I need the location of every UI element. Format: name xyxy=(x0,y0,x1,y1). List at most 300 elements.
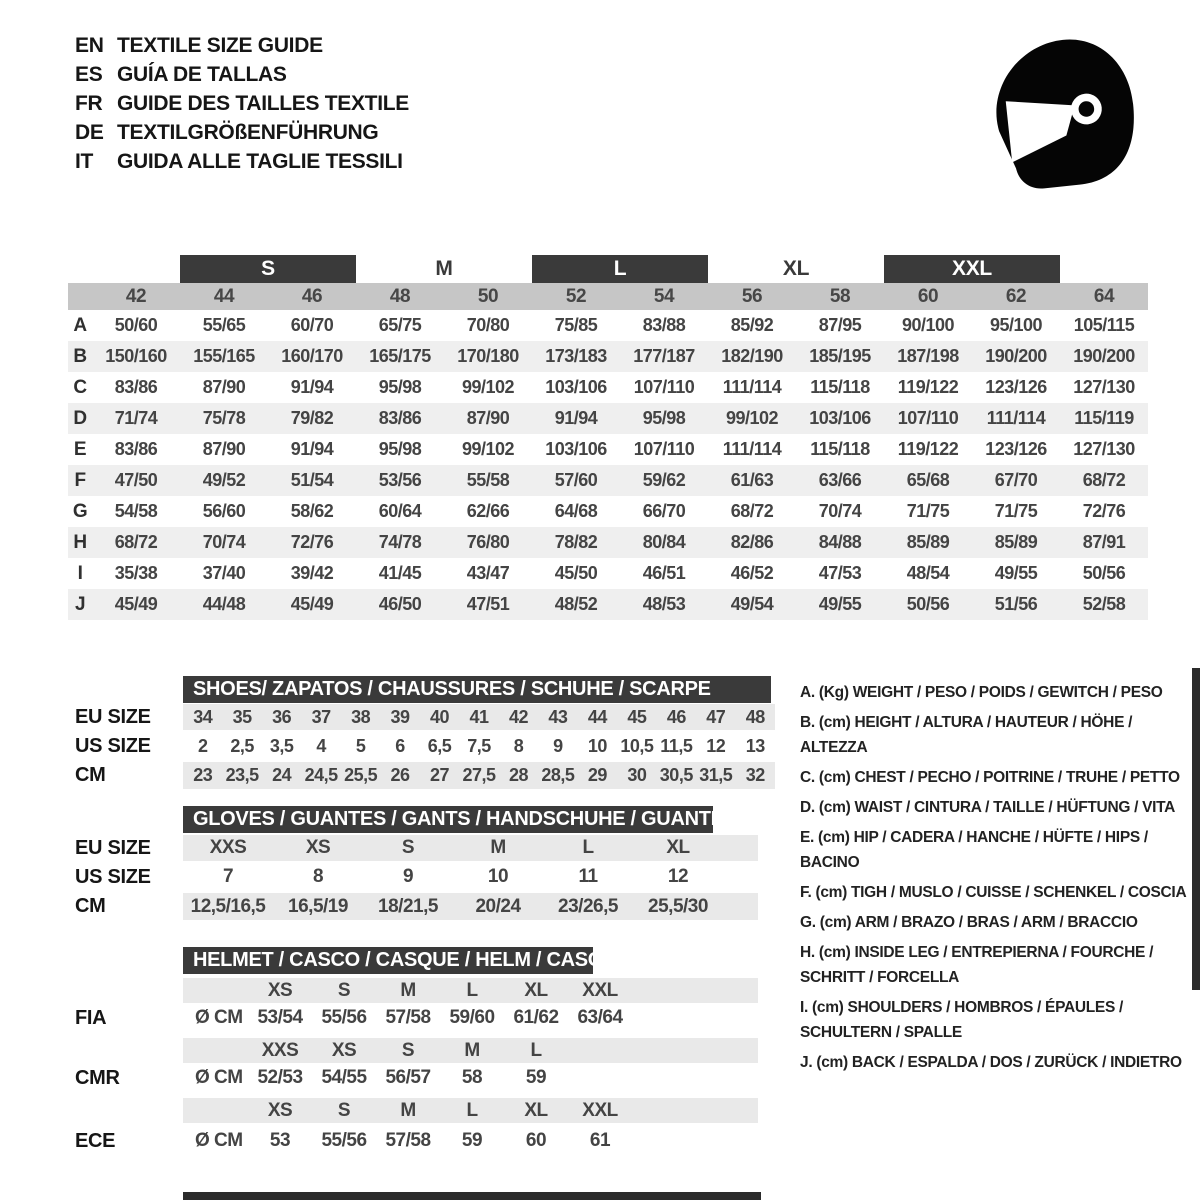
row-letter: E xyxy=(73,438,87,460)
measurement-value: 165/175 xyxy=(369,346,431,366)
measurement-value: 45/49 xyxy=(290,594,334,614)
measurement-value: 58/62 xyxy=(290,501,334,521)
helmet-value: 59/60 xyxy=(449,1007,495,1028)
gloves-eu-value: XL xyxy=(666,837,690,858)
row-letter: B xyxy=(73,345,87,367)
measurement-value: 91/94 xyxy=(290,377,334,397)
measurement-value: 87/90 xyxy=(202,439,246,459)
measurement-value: 35/38 xyxy=(114,563,158,583)
gloves-eu-size-label: EU SIZE xyxy=(75,836,151,859)
legend-item: C. (cm) CHEST / PECHO / POITRINE / TRUHE / PETTO xyxy=(800,769,1180,786)
helmet-icon xyxy=(983,28,1145,198)
size-number: 46 xyxy=(301,285,323,307)
measurement-value: 155/165 xyxy=(193,346,255,366)
shoes-eu-value: 45 xyxy=(627,706,647,727)
helmet-value: 61 xyxy=(589,1130,611,1151)
size-table-body xyxy=(68,310,1148,620)
helmet-sizes-row-1 xyxy=(183,1038,758,1063)
measurement-value: 115/118 xyxy=(810,439,870,459)
fia-label: FIA xyxy=(75,1006,107,1029)
gloves-us-row xyxy=(183,864,758,890)
shoes-cm-value: 24,5 xyxy=(304,765,338,785)
measurement-value: 127/130 xyxy=(1073,439,1135,459)
measurement-value: 99/102 xyxy=(461,377,515,397)
measurement-value: 75/78 xyxy=(202,408,246,428)
size-number: 58 xyxy=(829,285,851,307)
measurement-value: 70/74 xyxy=(818,501,862,521)
measurement-value: 99/102 xyxy=(461,439,515,459)
measurement-value: 63/66 xyxy=(818,470,862,490)
measurement-value: 85/92 xyxy=(730,315,774,335)
gloves-eu-value: S xyxy=(401,837,415,858)
measurement-value: 50/56 xyxy=(1082,563,1126,583)
measurement-value: 185/195 xyxy=(809,346,871,366)
table-row xyxy=(68,434,1148,465)
row-letter: J xyxy=(74,593,86,615)
helmet-value: 53 xyxy=(269,1130,291,1151)
helmet-size: XS xyxy=(267,1099,293,1121)
row-letter: F xyxy=(74,469,86,491)
shoes-cm-value: 25,5 xyxy=(344,765,378,785)
shoes-us-value: 6 xyxy=(395,735,405,756)
measurement-value: 107/110 xyxy=(633,377,695,397)
measurement-value: 60/70 xyxy=(290,315,334,335)
table-row xyxy=(68,496,1148,527)
shoes-cm-value: 27 xyxy=(430,765,450,785)
shoes-cm-value: 31,5 xyxy=(699,765,733,785)
measurement-value: 68/72 xyxy=(114,532,158,552)
language-list xyxy=(75,31,409,176)
shoes-cm-value: 28 xyxy=(508,765,528,785)
language-row xyxy=(75,118,409,147)
language-label: TEXTILE SIZE GUIDE xyxy=(117,33,323,57)
measurement-value: 64/68 xyxy=(554,501,598,521)
helmet-value: 55/56 xyxy=(321,1007,367,1028)
language-label: GUIDA ALLE TAGLIE TESSILI xyxy=(117,149,403,173)
size-number: 56 xyxy=(741,285,763,307)
size-number: 54 xyxy=(653,285,675,307)
measurement-value: 47/50 xyxy=(114,470,158,490)
shoes-cm-value: 29 xyxy=(587,765,607,785)
measurement-value: 66/70 xyxy=(642,501,686,521)
shoes-us-row xyxy=(183,733,775,759)
shoes-eu-value: 46 xyxy=(666,706,686,727)
shoes-us-value: 5 xyxy=(355,735,366,756)
helmet-value: 53/54 xyxy=(257,1007,303,1028)
size-number: 60 xyxy=(917,285,939,307)
shoes-eu-value: 34 xyxy=(193,706,213,727)
row-letter: D xyxy=(73,407,87,429)
measurement-value: 79/82 xyxy=(290,408,334,428)
gloves-us-value: 10 xyxy=(487,866,509,887)
measurement-value: 84/88 xyxy=(818,532,862,552)
helmet-values-row-1 xyxy=(183,1064,758,1092)
helmet-size: S xyxy=(337,1099,351,1121)
measurement-value: 49/52 xyxy=(202,470,246,490)
measurement-value: 107/110 xyxy=(633,439,695,459)
measurement-value: 45/49 xyxy=(114,594,158,614)
measurement-value: 65/68 xyxy=(906,470,950,490)
measurement-value: 115/118 xyxy=(810,377,870,397)
language-label: TEXTILGRÖßENFÜHRUNG xyxy=(117,120,379,144)
gloves-us-value: 7 xyxy=(222,866,234,887)
legend-item: H. (cm) INSIDE LEG / ENTREPIERNA / FOURCHE / SCHRITT / FORCELLA xyxy=(800,944,1154,986)
measurement-value: 115/119 xyxy=(1074,408,1134,428)
gloves-us-value: 12 xyxy=(667,866,689,887)
gloves-cm-value: 16,5/19 xyxy=(288,895,348,917)
language-label: GUIDE DES TAILLES TEXTILE xyxy=(117,91,409,115)
measurement-value: 55/58 xyxy=(466,470,510,490)
measurement-value: 68/72 xyxy=(730,501,774,521)
shoes-cm-value: 26 xyxy=(390,765,410,785)
language-row xyxy=(75,89,409,118)
shoes-us-value: 7,5 xyxy=(467,735,491,756)
helmet-section-header: HELMET / CASCO / CASQUE / HELM / CASCO xyxy=(183,947,593,974)
measurement-value: 105/115 xyxy=(1073,315,1135,335)
measurement-value: 39/42 xyxy=(290,563,334,583)
helmet-sizes-row-2 xyxy=(183,1098,758,1123)
gloves-eu-value: M xyxy=(490,837,506,858)
language-row xyxy=(75,60,409,89)
measurement-value: 82/86 xyxy=(730,532,774,552)
gloves-us-size-label: US SIZE xyxy=(75,865,151,888)
measurement-value: 177/187 xyxy=(633,346,695,366)
measurement-value: 160/170 xyxy=(281,346,343,366)
helmet-size: XXS xyxy=(261,1039,299,1061)
language-label: GUÍA DE TALLAS xyxy=(117,62,287,86)
shoes-us-value: 9 xyxy=(553,735,563,756)
table-row xyxy=(68,589,1148,620)
helmet-value: 60 xyxy=(525,1130,547,1151)
size-group-row xyxy=(68,255,1148,283)
legend-item: B. (cm) HEIGHT / ALTURA / HAUTEUR / HÖHE / ALTEZZA xyxy=(800,714,1133,756)
helmet-size: XXL xyxy=(582,1099,618,1121)
row-letter: G xyxy=(72,500,88,522)
shoes-us-value: 10,5 xyxy=(620,735,654,756)
measurement-value: 103/106 xyxy=(545,439,607,459)
shoes-eu-value: 36 xyxy=(272,706,292,727)
legend-item: J. (cm) BACK / ESPALDA / DOS / ZURÜCK / INDIETRO xyxy=(800,1054,1182,1071)
measurement-value: 71/74 xyxy=(114,408,158,428)
helmet-value: 57/58 xyxy=(385,1007,431,1028)
measurement-value: 103/106 xyxy=(545,377,607,397)
helmet-value: 58 xyxy=(461,1067,483,1088)
shoes-eu-value: 41 xyxy=(469,706,489,727)
measurement-value: 83/86 xyxy=(114,377,158,397)
measurement-value: 45/50 xyxy=(554,563,598,583)
legend xyxy=(800,680,1192,1080)
measurement-value: 85/89 xyxy=(906,532,950,552)
size-numbers-row xyxy=(68,283,1148,310)
shoes-eu-value: 37 xyxy=(311,706,331,727)
helmet-value: 59 xyxy=(461,1130,483,1151)
language-row xyxy=(75,147,409,176)
shoes-cm-value: 23 xyxy=(193,765,213,785)
shoes-us-value: 10 xyxy=(587,735,607,756)
measurement-value: 55/65 xyxy=(202,315,246,335)
diameter-label: Ø CM xyxy=(195,1130,243,1151)
row-letter: H xyxy=(73,531,87,553)
measurement-value: 90/100 xyxy=(901,315,955,335)
measurement-value: 85/89 xyxy=(994,532,1038,552)
measurement-value: 87/90 xyxy=(202,377,246,397)
language-code: ES xyxy=(75,62,103,86)
helmet-value: 56/57 xyxy=(385,1067,431,1088)
measurement-value: 173/183 xyxy=(545,346,607,366)
shoes-us-value: 13 xyxy=(745,735,765,756)
gloves-cm-label: CM xyxy=(75,895,106,917)
size-group-s: S xyxy=(180,255,356,283)
gloves-cm-row xyxy=(183,893,758,920)
shoes-eu-value: 43 xyxy=(548,706,568,727)
measurement-value: 70/74 xyxy=(202,532,246,552)
measurement-value: 62/66 xyxy=(466,501,510,521)
helmet-size: XXL xyxy=(582,979,618,1001)
measurement-value: 150/160 xyxy=(105,346,167,366)
measurement-value: 65/75 xyxy=(378,315,422,335)
shoes-section-header: SHOES/ ZAPATOS / CHAUSSURES / SCHUHE / SCARPE xyxy=(183,676,771,703)
measurement-value: 170/180 xyxy=(457,346,519,366)
measurement-value: 95/98 xyxy=(378,439,422,459)
size-group-xl: XL xyxy=(782,257,810,280)
gloves-cm-value: 23/26,5 xyxy=(558,895,618,917)
measurement-value: 48/54 xyxy=(906,563,950,583)
measurement-value: 70/80 xyxy=(466,315,510,335)
measurement-value: 49/55 xyxy=(994,563,1038,583)
shoes-cm-value: 23,5 xyxy=(225,765,259,785)
shoes-eu-value: 42 xyxy=(508,706,528,727)
shoes-eu-value: 48 xyxy=(745,706,765,727)
measurement-value: 83/88 xyxy=(642,315,686,335)
measurement-value: 68/72 xyxy=(1082,470,1126,490)
helmet-size: XL xyxy=(524,1099,548,1121)
gloves-cm-value: 18/21,5 xyxy=(378,895,438,917)
measurement-value: 50/60 xyxy=(114,315,158,335)
shoes-us-value: 2,5 xyxy=(230,735,254,756)
helmet-size: XS xyxy=(267,979,293,1001)
measurement-value: 95/100 xyxy=(989,315,1043,335)
measurement-value: 99/102 xyxy=(725,408,779,428)
measurement-value: 48/52 xyxy=(554,594,598,614)
shoes-eu-value: 38 xyxy=(351,706,371,727)
helmet-sizes-row-0 xyxy=(183,978,758,1003)
measurement-value: 74/78 xyxy=(378,532,422,552)
shoes-eu-value: 39 xyxy=(390,706,410,727)
measurement-value: 54/58 xyxy=(114,501,158,521)
measurement-value: 56/60 xyxy=(202,501,246,521)
size-number: 62 xyxy=(1005,285,1027,307)
helmet-values-row-0 xyxy=(183,1004,758,1032)
legend-item: E. (cm) HIP / CADERA / HANCHE / HÜFTE / HIPS / BACINO xyxy=(800,829,1148,871)
gloves-section-header: GLOVES / GUANTES / GANTS / HANDSCHUHE / GUANTI xyxy=(183,806,713,833)
measurement-value: 123/126 xyxy=(985,377,1047,397)
measurement-value: 83/86 xyxy=(378,408,422,428)
measurement-value: 67/70 xyxy=(994,470,1038,490)
legend-item: F. (cm) TIGH / MUSLO / CUISSE / SCHENKEL / COSCIA xyxy=(800,884,1187,901)
shoes-us-value: 12 xyxy=(706,735,726,756)
measurement-value: 51/54 xyxy=(290,470,334,490)
measurement-value: 37/40 xyxy=(202,563,246,583)
gloves-us-value: 9 xyxy=(402,866,414,887)
measurement-value: 103/106 xyxy=(809,408,871,428)
measurement-value: 91/94 xyxy=(290,439,334,459)
measurement-value: 78/82 xyxy=(554,532,598,552)
shoes-eu-value: 47 xyxy=(706,706,726,727)
measurement-value: 48/53 xyxy=(642,594,686,614)
measurement-value: 46/51 xyxy=(642,563,686,583)
size-number: 42 xyxy=(125,285,147,307)
measurement-value: 111/114 xyxy=(986,408,1046,428)
shoes-cm-label: CM xyxy=(75,764,106,786)
shoes-cm-value: 32 xyxy=(745,765,765,785)
language-code: DE xyxy=(75,120,104,144)
shoes-cm-value: 30,5 xyxy=(659,765,693,785)
measurement-value: 49/54 xyxy=(730,594,774,614)
gloves-us-value: 8 xyxy=(312,866,324,887)
measurement-value: 44/48 xyxy=(202,594,246,614)
measurement-value: 119/122 xyxy=(897,439,959,459)
spacer xyxy=(183,1098,248,1123)
table-row xyxy=(68,310,1148,341)
helmet-size: XS xyxy=(331,1039,357,1061)
gloves-us-value: 11 xyxy=(578,866,598,887)
shoes-us-value: 11,5 xyxy=(660,735,693,756)
shoes-eu-row xyxy=(183,704,775,730)
cmr-label: CMR xyxy=(75,1066,120,1089)
language-code: FR xyxy=(75,91,103,115)
legend-item: G. (cm) ARM / BRAZO / BRAS / ARM / BRACCIO xyxy=(800,914,1138,931)
helmet-size: XL xyxy=(524,979,548,1001)
measurement-value: 83/86 xyxy=(114,439,158,459)
measurement-value: 72/76 xyxy=(1082,501,1126,521)
spacer xyxy=(68,283,92,310)
measurement-value: 111/114 xyxy=(722,377,782,397)
shoes-us-value: 6,5 xyxy=(427,735,452,756)
helmet-size: L xyxy=(530,1039,542,1061)
measurement-value: 71/75 xyxy=(994,501,1038,521)
size-number: 64 xyxy=(1093,285,1115,307)
measurement-value: 75/85 xyxy=(554,315,598,335)
helmet-value: 57/58 xyxy=(385,1130,431,1151)
table-row xyxy=(68,558,1148,589)
shoes-us-value: 4 xyxy=(316,735,326,756)
shoes-cm-row xyxy=(183,762,775,789)
size-number: 50 xyxy=(477,285,499,307)
size-group-l: L xyxy=(532,255,708,283)
measurement-value: 71/75 xyxy=(906,501,950,521)
helmet-size: M xyxy=(400,979,416,1001)
diameter-label: Ø CM xyxy=(195,1067,243,1088)
measurement-value: 80/84 xyxy=(642,532,686,552)
measurement-value: 190/200 xyxy=(985,346,1047,366)
gloves-eu-value: XXS xyxy=(209,837,247,858)
table-row xyxy=(68,341,1148,372)
measurement-value: 47/53 xyxy=(818,563,862,583)
shoes-us-size-label: US SIZE xyxy=(75,734,151,757)
measurement-value: 87/90 xyxy=(466,408,510,428)
spacer xyxy=(183,1038,248,1063)
measurement-value: 123/126 xyxy=(985,439,1047,459)
bottom-section-bar xyxy=(183,1192,761,1200)
shoes-eu-value: 35 xyxy=(232,706,252,727)
size-group-xxl: XXL xyxy=(884,255,1060,283)
measurement-value: 57/60 xyxy=(554,470,598,490)
table-row xyxy=(68,527,1148,558)
helmet-value: 63/64 xyxy=(577,1007,623,1028)
legend-item: A. (Kg) WEIGHT / PESO / POIDS / GEWITCH / PESO xyxy=(800,684,1163,701)
measurement-value: 95/98 xyxy=(642,408,686,428)
measurement-value: 119/122 xyxy=(897,377,959,397)
measurement-value: 49/55 xyxy=(818,594,862,614)
shoes-eu-size-label: EU SIZE xyxy=(75,705,151,728)
language-code: IT xyxy=(75,149,94,173)
measurement-value: 111/114 xyxy=(722,439,782,459)
measurement-value: 76/80 xyxy=(466,532,510,552)
right-edge-bar xyxy=(1192,668,1200,990)
helmet-size: L xyxy=(466,979,478,1001)
measurement-value: 51/56 xyxy=(994,594,1038,614)
ece-label: ECE xyxy=(75,1129,116,1152)
shoes-cm-value: 28,5 xyxy=(541,765,575,785)
measurement-value: 46/52 xyxy=(730,563,774,583)
size-number: 48 xyxy=(389,285,411,307)
helmet-value: 54/55 xyxy=(321,1067,367,1088)
helmet-value: 52/53 xyxy=(257,1067,303,1088)
measurement-value: 46/50 xyxy=(378,594,422,614)
measurement-value: 59/62 xyxy=(642,470,686,490)
measurement-value: 87/95 xyxy=(818,315,862,335)
measurement-value: 107/110 xyxy=(897,408,959,428)
measurement-value: 43/47 xyxy=(466,563,510,583)
measurement-value: 87/91 xyxy=(1082,532,1126,552)
shoes-us-value: 3,5 xyxy=(269,735,294,756)
measurement-value: 95/98 xyxy=(378,377,422,397)
helmet-size: S xyxy=(337,979,351,1001)
gloves-cm-value: 25,5/30 xyxy=(648,895,708,917)
measurement-value: 91/94 xyxy=(554,408,598,428)
measurement-value: 52/58 xyxy=(1082,594,1126,614)
measurement-value: 41/45 xyxy=(378,563,422,583)
helmet-value: 59 xyxy=(525,1067,547,1088)
shoes-eu-value: 44 xyxy=(587,706,607,727)
measurement-value: 53/56 xyxy=(378,470,422,490)
table-row xyxy=(68,372,1148,403)
table-row xyxy=(68,403,1148,434)
legend-item: I. (cm) SHOULDERS / HOMBROS / ÉPAULES / SCHULTERN / SPALLE xyxy=(800,999,1124,1041)
measurement-value: 187/198 xyxy=(897,346,959,366)
shoes-eu-value: 40 xyxy=(430,706,450,727)
helmet-size: M xyxy=(400,1099,416,1121)
row-letter: A xyxy=(73,314,87,336)
row-letter: I xyxy=(77,562,83,584)
diameter-label: Ø CM xyxy=(195,1007,243,1028)
helmet-values-row-2 xyxy=(183,1126,758,1156)
legend-item: D. (cm) WAIST / CINTURA / TAILLE / HÜFTUNG / VITA xyxy=(800,799,1176,816)
measurement-value: 61/63 xyxy=(730,470,774,490)
language-code: EN xyxy=(75,33,104,57)
measurement-value: 60/64 xyxy=(378,501,422,521)
gloves-cm-value: 20/24 xyxy=(475,895,521,917)
helmet-value: 61/62 xyxy=(513,1007,559,1028)
size-number: 52 xyxy=(565,285,587,307)
size-group-m: M xyxy=(435,257,453,280)
measurement-value: 182/190 xyxy=(721,346,783,366)
gloves-eu-value: L xyxy=(582,837,594,858)
helmet-size: L xyxy=(466,1099,478,1121)
row-letter: C xyxy=(73,376,87,398)
shoes-us-value: 2 xyxy=(197,735,208,756)
spacer xyxy=(183,978,248,1003)
